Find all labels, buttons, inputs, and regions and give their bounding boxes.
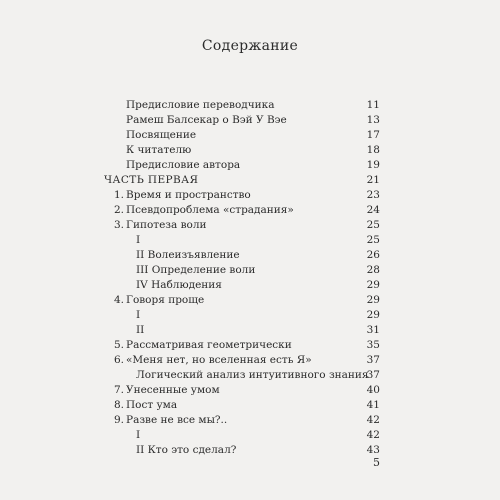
toc-entry-page: 25 xyxy=(366,219,380,231)
toc-entry xyxy=(104,98,380,112)
toc-entry xyxy=(104,338,380,352)
toc-entry-page: 37 xyxy=(366,369,380,381)
toc-entry-label: ЧАСТЬ ПЕРВАЯ xyxy=(104,174,199,186)
toc-entry-page: 11 xyxy=(366,99,380,111)
toc-entry-number: 7. xyxy=(113,384,124,396)
toc-entry xyxy=(104,293,380,307)
toc-entry xyxy=(104,113,380,127)
page-number: 5 xyxy=(373,456,380,469)
toc-entry-label: I xyxy=(136,429,141,441)
toc-entry-page: 26 xyxy=(366,249,380,261)
toc-entry-label: I xyxy=(136,309,141,321)
toc-entry-page: 24 xyxy=(366,204,380,216)
toc-entry xyxy=(104,368,380,382)
toc-entry-number: 9. xyxy=(113,414,124,426)
toc-entry-label: Разве не все мы?.. xyxy=(126,414,228,426)
toc-entry-label: К читателю xyxy=(126,144,192,156)
toc-entry-number: 5. xyxy=(113,339,124,351)
toc-entry xyxy=(104,158,380,172)
toc-entry-page: 42 xyxy=(366,414,380,426)
toc-entry-number: 6. xyxy=(113,354,124,366)
toc-entry-page: 25 xyxy=(366,234,380,246)
toc-entry-page: 42 xyxy=(366,429,380,441)
toc-entry-page: 19 xyxy=(366,159,380,171)
toc-entry-label: Говоря проще xyxy=(126,294,205,306)
toc-entry-label: Рассматривая геометрически xyxy=(126,339,292,351)
toc-entry-page: 43 xyxy=(366,444,380,456)
toc-entry-label: II Кто это сделал? xyxy=(136,444,237,456)
toc-entry-page: 28 xyxy=(366,264,380,276)
toc-entry-number: 4. xyxy=(113,294,124,306)
toc-entry xyxy=(104,143,380,157)
toc-entry-page: 31 xyxy=(366,324,380,336)
toc-entry-label: II xyxy=(136,324,145,336)
toc-entry xyxy=(104,218,380,232)
toc-entry xyxy=(104,353,380,367)
toc-entry-label: Время и пространство xyxy=(126,189,251,201)
toc-entry xyxy=(104,128,380,142)
toc-entry-label: Логический анализ интуитивного знания xyxy=(136,369,369,381)
toc-entry-page: 17 xyxy=(366,129,380,141)
toc-entry-label: II Волеизъявление xyxy=(136,249,240,261)
toc-entry xyxy=(104,233,380,247)
toc-entry-label: Гипотеза воли xyxy=(126,219,207,231)
toc-entry-label: Предисловие переводчика xyxy=(126,99,275,111)
toc-entry-page: 35 xyxy=(366,339,380,351)
toc-entry-page: 29 xyxy=(366,294,380,306)
toc-entry xyxy=(104,443,380,457)
toc-entry-label: Унесенные умом xyxy=(126,384,220,396)
toc-entry-page: 13 xyxy=(366,114,380,126)
toc-entry-label: Рамеш Балсекар о Вэй У Вэе xyxy=(126,114,287,126)
toc-entry-number: 8. xyxy=(113,399,124,411)
toc-entry-page: 41 xyxy=(366,399,380,411)
toc-entry xyxy=(104,188,380,202)
toc-entry xyxy=(104,413,380,427)
toc-entry-label: Посвящение xyxy=(126,129,197,141)
toc-entry-page: 21 xyxy=(366,174,380,186)
toc-entry-label: III Определение воли xyxy=(136,264,256,276)
toc-entry xyxy=(104,203,380,217)
toc-entry xyxy=(104,398,380,412)
toc-entry xyxy=(104,428,380,442)
toc-entry-label: «Меня нет, но вселенная есть Я» xyxy=(126,354,312,366)
toc-entry-number: 2. xyxy=(113,204,124,216)
toc-entry-label: Предисловие автора xyxy=(126,159,241,171)
toc-entry-number: 1. xyxy=(113,189,124,201)
toc-entry-label: Пост ума xyxy=(126,399,178,411)
toc-entry-label: IV Наблюдения xyxy=(136,279,222,291)
toc-entry xyxy=(104,308,380,322)
toc-entry-page: 18 xyxy=(366,144,380,156)
toc-entry-label: I xyxy=(136,234,141,246)
toc-title: Содержание xyxy=(201,38,299,54)
toc-entry-page: 37 xyxy=(366,354,380,366)
toc-entry-number: 3. xyxy=(113,219,124,231)
toc-entry-page: 29 xyxy=(366,309,380,321)
toc-entry-page: 29 xyxy=(366,279,380,291)
toc-entry xyxy=(104,278,380,292)
toc-entry-label: Псевдопроблема «страдания» xyxy=(126,204,294,216)
toc-entry xyxy=(104,263,380,277)
toc-entry-page: 23 xyxy=(366,189,380,201)
toc-entry-page: 40 xyxy=(366,384,380,396)
toc-part-heading xyxy=(104,173,380,187)
toc-entry xyxy=(104,383,380,397)
toc-entry xyxy=(104,323,380,337)
toc-entry xyxy=(104,248,380,262)
